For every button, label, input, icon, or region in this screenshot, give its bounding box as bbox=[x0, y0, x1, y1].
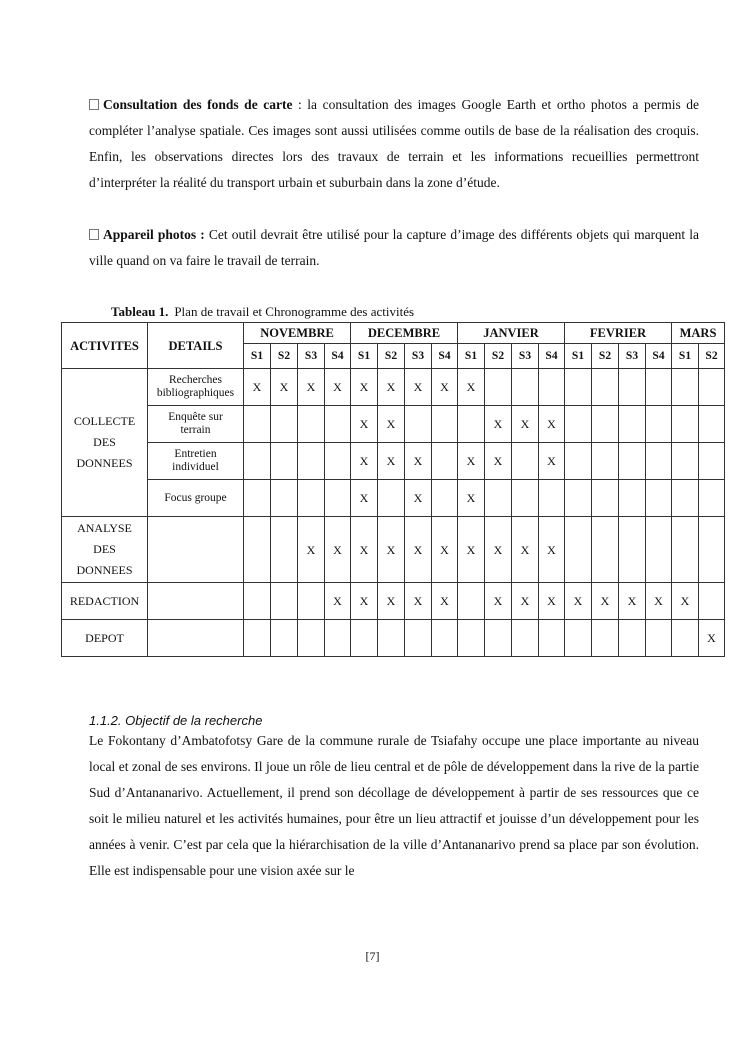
header-week: S1 bbox=[565, 344, 592, 369]
schedule-cell: X bbox=[351, 480, 378, 517]
schedule-cell bbox=[565, 443, 592, 480]
schedule-cell: X bbox=[351, 517, 378, 583]
schedule-cell bbox=[271, 620, 298, 657]
schedule-cell bbox=[405, 406, 432, 443]
activity-line: DONNEES bbox=[76, 456, 133, 470]
activity-line: DES bbox=[93, 542, 116, 556]
schedule-cell bbox=[458, 583, 485, 620]
schedule-cell: X bbox=[512, 517, 539, 583]
schedule-cell bbox=[699, 443, 725, 480]
schedule-cell: X bbox=[351, 406, 378, 443]
chronogram-table bbox=[61, 322, 725, 657]
schedule-cell bbox=[271, 443, 298, 480]
detail-line: bibliographiques bbox=[156, 387, 235, 399]
schedule-cell: X bbox=[539, 517, 565, 583]
header-week: S1 bbox=[244, 344, 271, 369]
detail-empty bbox=[148, 517, 244, 583]
schedule-cell bbox=[592, 406, 619, 443]
header-week: S2 bbox=[485, 344, 512, 369]
schedule-cell: X bbox=[485, 517, 512, 583]
table-caption bbox=[111, 304, 414, 320]
schedule-cell bbox=[672, 443, 699, 480]
schedule-cell bbox=[592, 517, 619, 583]
schedule-cell: X bbox=[592, 583, 619, 620]
schedule-cell bbox=[592, 369, 619, 406]
schedule-cell: X bbox=[539, 583, 565, 620]
detail-line: Entretien bbox=[174, 448, 217, 460]
header-month: FEVRIER bbox=[565, 323, 672, 344]
schedule-cell: X bbox=[378, 406, 405, 443]
header-week: S1 bbox=[672, 344, 699, 369]
paragraph-consultation bbox=[89, 92, 699, 196]
schedule-cell bbox=[592, 620, 619, 657]
header-month: NOVEMBRE bbox=[244, 323, 351, 344]
section-heading: 1.1.2. Objectif de la recherche bbox=[89, 713, 263, 728]
schedule-cell: X bbox=[351, 443, 378, 480]
activity-line: DES bbox=[93, 435, 116, 449]
schedule-cell bbox=[512, 369, 539, 406]
table-caption-text: Plan de travail et Chronogramme des activités bbox=[174, 304, 415, 319]
header-week: S4 bbox=[325, 344, 351, 369]
detail-focus: Focus groupe bbox=[148, 480, 244, 517]
schedule-cell bbox=[378, 480, 405, 517]
schedule-cell: X bbox=[512, 406, 539, 443]
detail-line: terrain bbox=[180, 424, 211, 436]
schedule-cell bbox=[619, 443, 646, 480]
paragraph-appareil bbox=[89, 222, 699, 274]
schedule-cell bbox=[672, 406, 699, 443]
schedule-cell: X bbox=[351, 369, 378, 406]
schedule-cell bbox=[298, 443, 325, 480]
schedule-cell: X bbox=[378, 517, 405, 583]
schedule-cell bbox=[646, 406, 672, 443]
schedule-cell bbox=[271, 406, 298, 443]
schedule-cell: X bbox=[485, 443, 512, 480]
schedule-cell: X bbox=[298, 517, 325, 583]
schedule-cell bbox=[405, 620, 432, 657]
schedule-cell: X bbox=[298, 369, 325, 406]
schedule-cell bbox=[485, 620, 512, 657]
schedule-cell: X bbox=[432, 369, 458, 406]
header-activites: ACTIVITES bbox=[62, 323, 148, 369]
schedule-cell: X bbox=[378, 443, 405, 480]
schedule-cell bbox=[298, 583, 325, 620]
table-row bbox=[62, 406, 725, 443]
detail-enquete bbox=[148, 406, 244, 443]
header-week: S4 bbox=[432, 344, 458, 369]
schedule-cell: X bbox=[619, 583, 646, 620]
schedule-cell bbox=[244, 583, 271, 620]
schedule-cell bbox=[512, 480, 539, 517]
schedule-cell bbox=[646, 517, 672, 583]
schedule-cell: X bbox=[378, 369, 405, 406]
schedule-cell bbox=[244, 443, 271, 480]
schedule-cell bbox=[672, 517, 699, 583]
schedule-cell bbox=[485, 369, 512, 406]
schedule-cell bbox=[432, 406, 458, 443]
schedule-cell bbox=[672, 369, 699, 406]
schedule-cell: X bbox=[432, 583, 458, 620]
page-number: [7] bbox=[365, 949, 380, 963]
schedule-cell: X bbox=[405, 443, 432, 480]
schedule-cell bbox=[325, 620, 351, 657]
header-month: DECEMBRE bbox=[351, 323, 458, 344]
activity-line: COLLECTE bbox=[73, 414, 136, 428]
table-row bbox=[62, 583, 725, 620]
schedule-cell bbox=[244, 480, 271, 517]
paragraph-consultation-text: : la consultation des images Google Earth et ortho photos a permis de compléter l’analyse spatiale. Ces images sont aussi utilisées comme outils de base de la réalisation des croquis. Enfin, les observations directes lors des travaux de terrain et les informations recueillies permettront d’interpréter la réalité du transport urbain et suburbain dans la zone d’étude. bbox=[89, 97, 699, 190]
schedule-cell bbox=[325, 480, 351, 517]
header-week: S4 bbox=[539, 344, 565, 369]
schedule-cell: X bbox=[405, 480, 432, 517]
table-caption-label: Tableau 1. bbox=[111, 304, 169, 319]
schedule-cell bbox=[565, 480, 592, 517]
header-week: S2 bbox=[699, 344, 725, 369]
schedule-cell bbox=[619, 480, 646, 517]
activity-analyse bbox=[62, 517, 148, 583]
schedule-cell: X bbox=[378, 583, 405, 620]
schedule-cell bbox=[699, 406, 725, 443]
header-week: S4 bbox=[646, 344, 672, 369]
schedule-cell: X bbox=[325, 583, 351, 620]
activity-depot: DEPOT bbox=[62, 620, 148, 657]
schedule-cell bbox=[298, 406, 325, 443]
schedule-cell: X bbox=[485, 583, 512, 620]
paragraph-appareil-text: Cet outil devrait être utilisé pour la capture d’image des différents objets qui marquent la ville quand on va faire le travail de terrain. bbox=[89, 227, 699, 268]
schedule-cell bbox=[458, 620, 485, 657]
schedule-cell bbox=[539, 620, 565, 657]
schedule-cell: X bbox=[458, 517, 485, 583]
schedule-cell: X bbox=[485, 406, 512, 443]
detail-line: individuel bbox=[172, 461, 219, 473]
schedule-cell bbox=[512, 443, 539, 480]
schedule-cell: X bbox=[672, 583, 699, 620]
detail-line: Enquête sur bbox=[168, 411, 223, 423]
detail-empty bbox=[148, 620, 244, 657]
detail-recherches bbox=[148, 369, 244, 406]
schedule-cell bbox=[351, 620, 378, 657]
schedule-cell bbox=[619, 620, 646, 657]
schedule-cell bbox=[565, 620, 592, 657]
table-row bbox=[62, 443, 725, 480]
header-week: S2 bbox=[592, 344, 619, 369]
schedule-cell: X bbox=[405, 517, 432, 583]
activity-collecte bbox=[62, 369, 148, 517]
schedule-cell bbox=[458, 406, 485, 443]
schedule-cell: X bbox=[244, 369, 271, 406]
schedule-cell: X bbox=[432, 517, 458, 583]
header-week: S3 bbox=[405, 344, 432, 369]
schedule-cell bbox=[432, 620, 458, 657]
schedule-cell bbox=[619, 406, 646, 443]
paragraph-appareil-title: Appareil photos : bbox=[103, 227, 205, 242]
bullet-icon bbox=[89, 99, 99, 110]
header-week: S3 bbox=[619, 344, 646, 369]
header-month: JANVIER bbox=[458, 323, 565, 344]
bullet-icon bbox=[89, 229, 99, 240]
schedule-cell bbox=[485, 480, 512, 517]
schedule-cell: X bbox=[646, 583, 672, 620]
schedule-cell bbox=[592, 443, 619, 480]
schedule-cell: X bbox=[325, 369, 351, 406]
schedule-cell: X bbox=[405, 583, 432, 620]
table-row bbox=[62, 517, 725, 583]
schedule-cell: X bbox=[539, 406, 565, 443]
header-week: S2 bbox=[378, 344, 405, 369]
schedule-cell: X bbox=[458, 443, 485, 480]
schedule-cell bbox=[646, 620, 672, 657]
schedule-cell bbox=[565, 406, 592, 443]
schedule-cell bbox=[699, 583, 725, 620]
schedule-cell bbox=[699, 517, 725, 583]
table-row bbox=[62, 480, 725, 517]
paragraph-objectif-text: Le Fokontany d’Ambatofotsy Gare de la commune rurale de Tsiafahy occupe une place importante au niveau local et zonal de ses environs. Il joue un rôle de lieu central et de pôle de développement dans la rive de la partie Sud d’Antananarivo. Actuellement, il prend son décollage de développement à partir de ses ressources que ce soit le milieu naturel et les activités humaines, pour être un lieu attractif et jouisse d’un développement pour les années à venir. C’est par cela que la hiérarchisation de la ville d’Antananarivo prend sa place par son évolution. Elle est indispensable pour une vision axée sur le bbox=[89, 733, 699, 878]
activity-redaction: REDACTION bbox=[62, 583, 148, 620]
schedule-cell bbox=[539, 480, 565, 517]
schedule-cell: X bbox=[512, 583, 539, 620]
header-week: S1 bbox=[351, 344, 378, 369]
schedule-cell: X bbox=[565, 583, 592, 620]
table-row bbox=[62, 620, 725, 657]
schedule-cell bbox=[619, 517, 646, 583]
activity-line: ANALYSE bbox=[77, 521, 132, 535]
schedule-cell: X bbox=[405, 369, 432, 406]
schedule-cell bbox=[271, 480, 298, 517]
header-week: S3 bbox=[512, 344, 539, 369]
schedule-cell bbox=[244, 406, 271, 443]
schedule-cell bbox=[646, 443, 672, 480]
header-details: DETAILS bbox=[148, 323, 244, 369]
schedule-cell bbox=[244, 517, 271, 583]
schedule-cell bbox=[244, 620, 271, 657]
schedule-cell bbox=[325, 443, 351, 480]
schedule-cell: X bbox=[458, 369, 485, 406]
schedule-cell bbox=[271, 583, 298, 620]
activity-line: DONNEES bbox=[76, 563, 133, 577]
detail-empty bbox=[148, 583, 244, 620]
schedule-cell: X bbox=[539, 443, 565, 480]
schedule-cell bbox=[646, 369, 672, 406]
paragraph-objectif bbox=[89, 728, 699, 884]
schedule-cell bbox=[271, 517, 298, 583]
schedule-cell bbox=[298, 480, 325, 517]
schedule-cell bbox=[672, 480, 699, 517]
schedule-cell bbox=[432, 443, 458, 480]
schedule-cell: X bbox=[458, 480, 485, 517]
schedule-cell bbox=[512, 620, 539, 657]
schedule-cell: X bbox=[699, 620, 725, 657]
schedule-cell bbox=[672, 620, 699, 657]
schedule-cell bbox=[646, 480, 672, 517]
schedule-cell bbox=[298, 620, 325, 657]
schedule-cell bbox=[699, 480, 725, 517]
schedule-cell bbox=[378, 620, 405, 657]
schedule-cell: X bbox=[325, 517, 351, 583]
header-week: S3 bbox=[298, 344, 325, 369]
schedule-cell bbox=[432, 480, 458, 517]
header-week: S1 bbox=[458, 344, 485, 369]
schedule-cell: X bbox=[271, 369, 298, 406]
header-week: S2 bbox=[271, 344, 298, 369]
table-row bbox=[62, 369, 725, 406]
schedule-cell bbox=[699, 369, 725, 406]
header-month: MARS bbox=[672, 323, 725, 344]
detail-entretien bbox=[148, 443, 244, 480]
schedule-cell bbox=[592, 480, 619, 517]
schedule-cell bbox=[565, 517, 592, 583]
paragraph-consultation-title: Consultation des fonds de carte bbox=[103, 97, 293, 112]
schedule-cell bbox=[619, 369, 646, 406]
detail-line: Recherches bbox=[169, 374, 222, 386]
schedule-cell bbox=[325, 406, 351, 443]
schedule-cell bbox=[539, 369, 565, 406]
schedule-cell: X bbox=[351, 583, 378, 620]
schedule-cell bbox=[565, 369, 592, 406]
